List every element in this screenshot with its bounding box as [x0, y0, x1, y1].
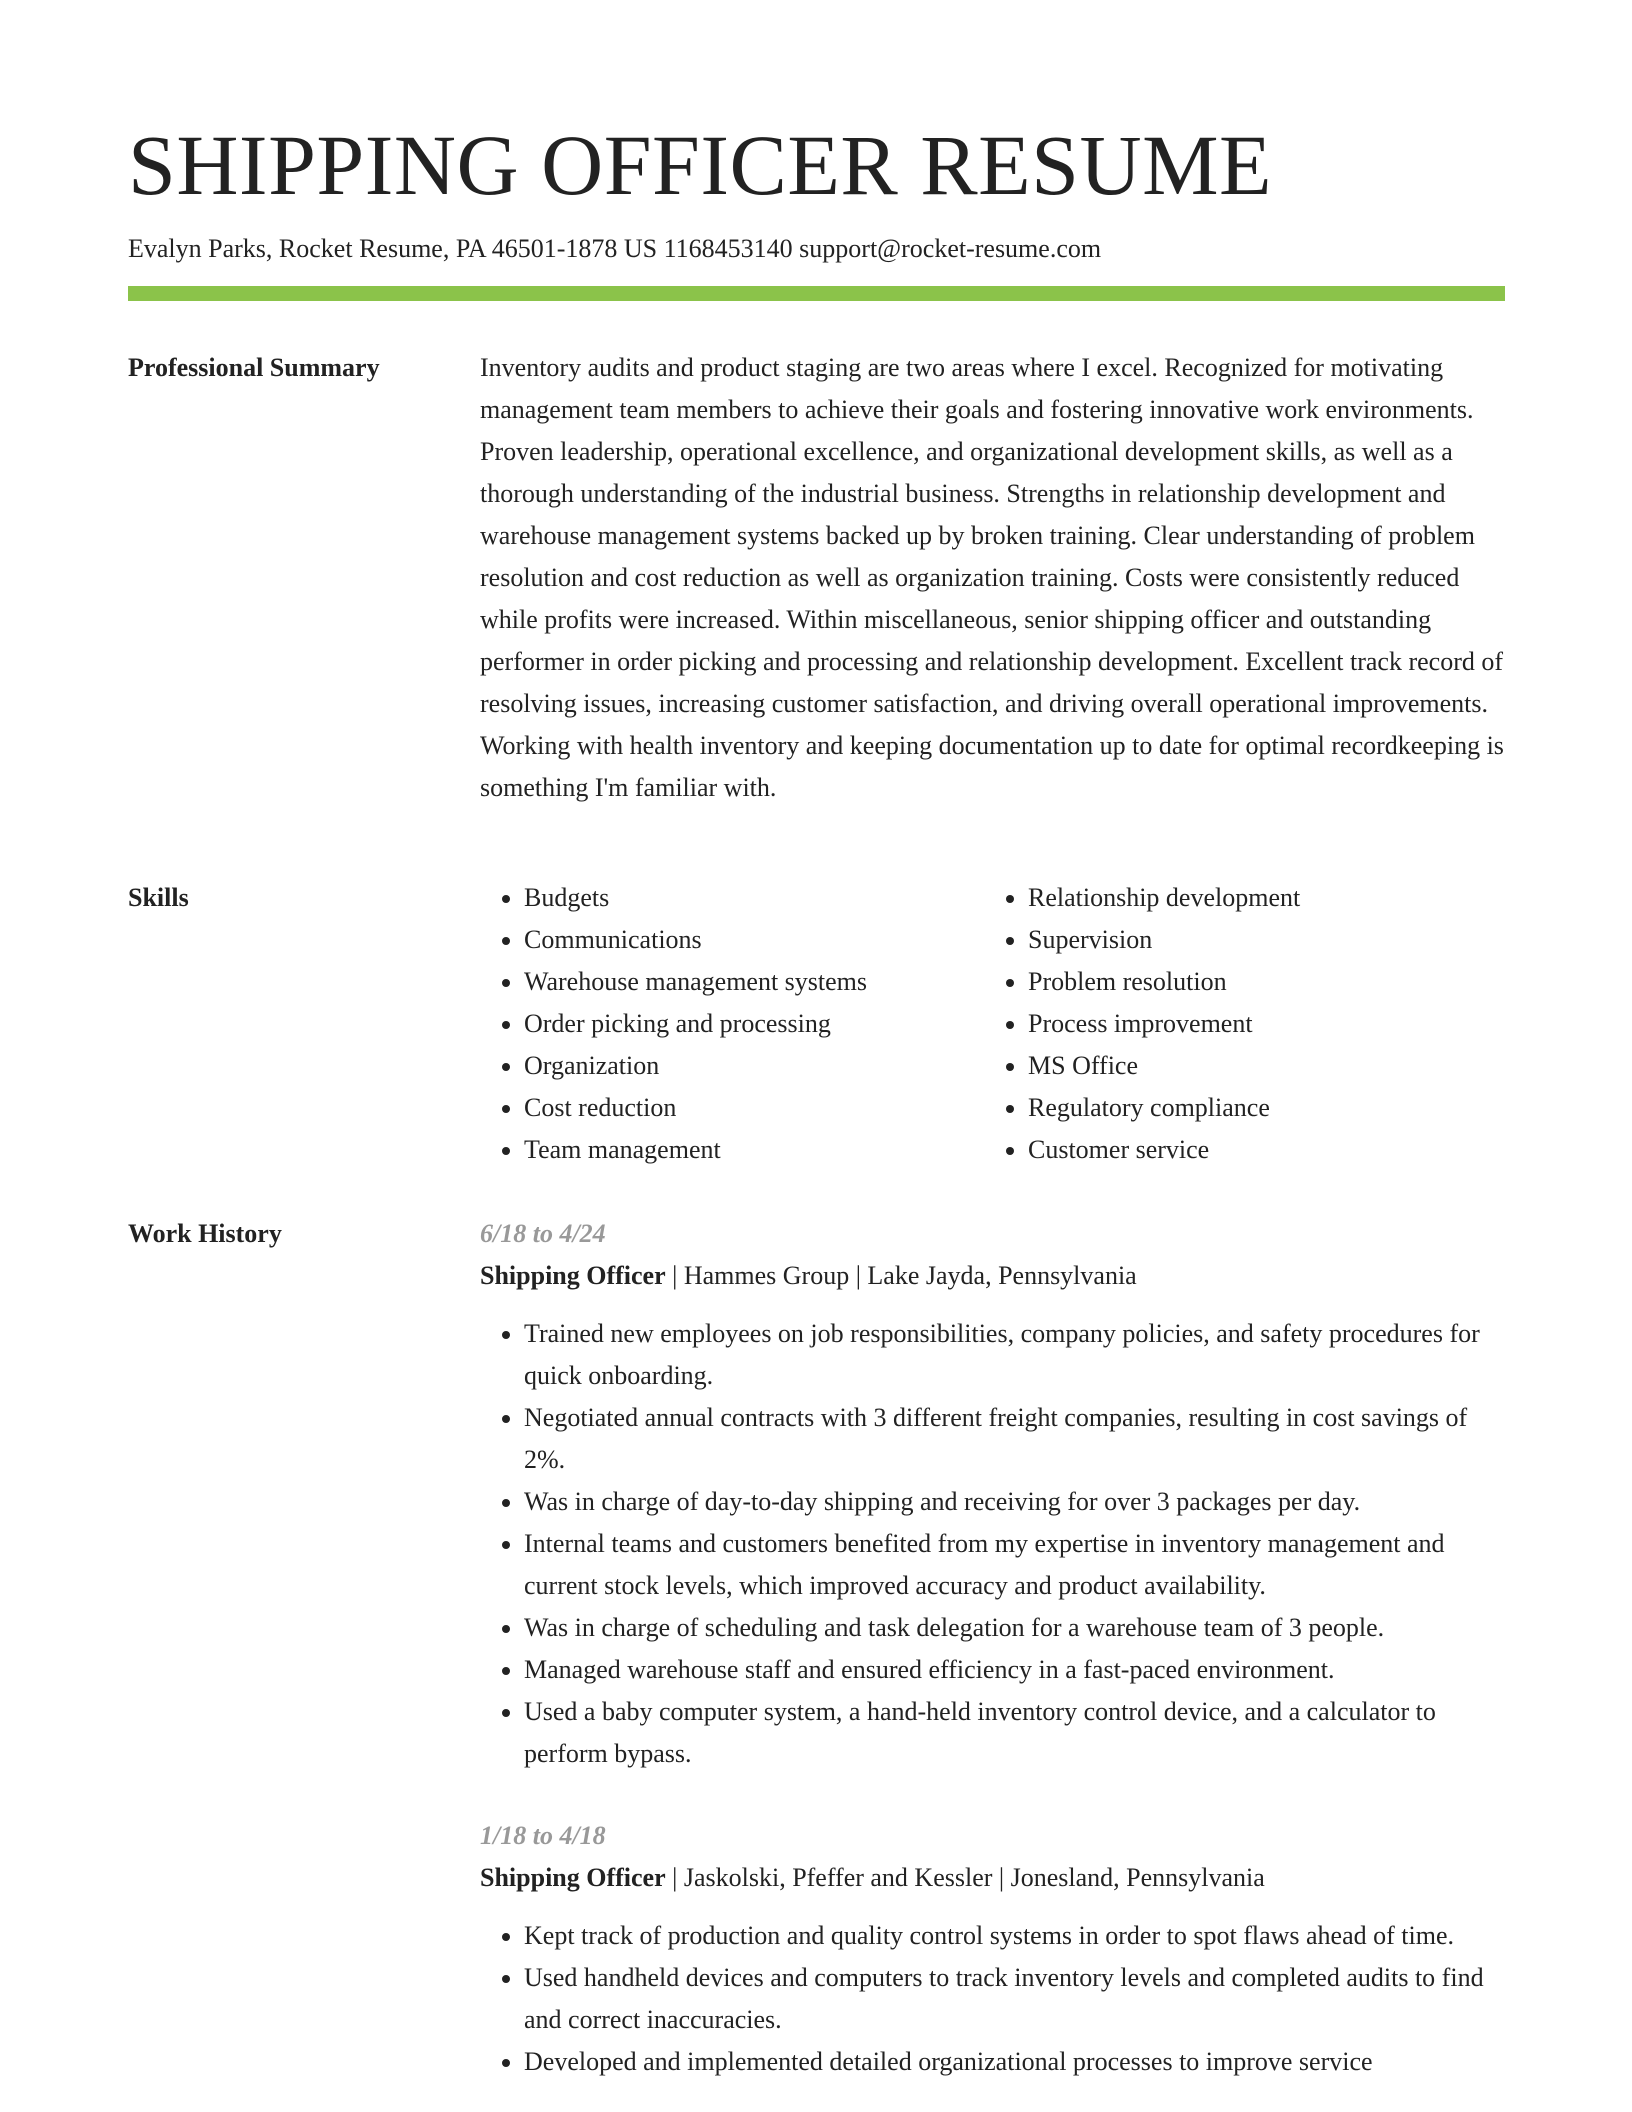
duty-item: • Managed warehouse staff and ensured efficiency in a fast-paced environment.	[524, 1649, 1505, 1691]
duty-item: • Kept track of production and quality control systems in order to spot flaws ahead of time.	[524, 1915, 1505, 1957]
summary-label: Professional Summary	[128, 353, 380, 382]
job-details: | Hammes Group | Lake Jayda, Pennsylvania	[665, 1261, 1137, 1290]
job-title: Shipping Officer	[480, 1863, 666, 1892]
skill-item: • Team management	[524, 1129, 984, 1171]
work-history-body	[480, 1213, 1505, 2083]
duty-item: • Negotiated annual contracts with 3 different freight companies, resulting in cost savings of 2%.	[524, 1397, 1505, 1481]
skills-list-right	[984, 877, 1488, 1171]
duty-item: • Used handheld devices and computers to track inventory levels and completed audits to find and correct inaccuracies.	[524, 1957, 1505, 2041]
duty-item: • Trained new employees on job responsibilities, company policies, and safety procedures for quick onboarding.	[524, 1313, 1505, 1397]
skill-item: • Regulatory compliance	[1028, 1087, 1488, 1129]
duty-item: • Internal teams and customers benefited from my expertise in inventory management and current stock levels, which improved accuracy and product availability.	[524, 1523, 1505, 1607]
job-dates: 6/18 to 4/24	[480, 1219, 606, 1248]
skill-item: • Budgets	[524, 877, 984, 919]
job-heading	[480, 1255, 1505, 1297]
resume-title: SHIPPING OFFICER RESUME	[128, 117, 1273, 213]
skills-body	[480, 877, 1505, 1171]
job-dates: 1/18 to 4/18	[480, 1821, 606, 1850]
skill-item: • MS Office	[1028, 1045, 1488, 1087]
skill-item: • Organization	[524, 1045, 984, 1087]
work-history-label: Work History	[128, 1219, 282, 1248]
job-details: | Jaskolski, Pfeffer and Kessler | Jonesland, Pennsylvania	[665, 1863, 1265, 1892]
skill-item: • Order picking and processing	[524, 1003, 984, 1045]
job-heading	[480, 1857, 1505, 1899]
skill-item: • Communications	[524, 919, 984, 961]
job-entry	[480, 1815, 1505, 2083]
skill-item: • Problem resolution	[1028, 961, 1488, 1003]
skill-item: • Process improvement	[1028, 1003, 1488, 1045]
summary-text: Inventory audits and product staging are two areas where I excel. Recognized for motivating management team members to achieve their goals and fostering innovative work environments. Proven leadership, operational excellence, and organizational development skills, as well as a thorough understanding of the industrial business. Strengths in relationship development and warehouse management systems backed up by broken training. Clear understanding of problem resolution and cost reduction as well as organization training. Costs were consistently reduced while profits were increased. Within miscellaneous, senior shipping officer and outstanding performer in order picking and processing and relationship development. Excellent track record of resolving issues, increasing customer satisfaction, and driving overall operational improvements. Working with health inventory and keeping documentation up to date for optimal recordkeeping is something I'm familiar with.	[480, 353, 1504, 802]
skill-item: • Relationship development	[1028, 877, 1488, 919]
header-divider	[128, 286, 1505, 301]
duty-item: • Used a baby computer system, a hand-held inventory control device, and a calculator to perform bypass.	[524, 1691, 1505, 1775]
skill-item: • Customer service	[1028, 1129, 1488, 1171]
summary-body	[480, 347, 1505, 809]
skills-label: Skills	[128, 883, 189, 912]
skills-list-left	[480, 877, 984, 1171]
job-title: Shipping Officer	[480, 1261, 666, 1290]
skill-item: • Supervision	[1028, 919, 1488, 961]
job-duties-list	[480, 1313, 1505, 1775]
duty-item: • Was in charge of day-to-day shipping and receiving for over 3 packages per day.	[524, 1481, 1505, 1523]
duty-item: • Was in charge of scheduling and task delegation for a warehouse team of 3 people.	[524, 1607, 1505, 1649]
skill-item: • Cost reduction	[524, 1087, 984, 1129]
job-duties-list	[480, 1915, 1505, 2083]
duty-item: • Developed and implemented detailed organizational processes to improve service	[524, 2041, 1505, 2083]
job-entry	[480, 1213, 1505, 1775]
skills-columns	[480, 877, 1505, 1171]
skill-item: • Warehouse management systems	[524, 961, 984, 1003]
contact-line: Evalyn Parks, Rocket Resume, PA 46501-1878 US 1168453140 support@rocket-resume.com	[128, 234, 1102, 263]
